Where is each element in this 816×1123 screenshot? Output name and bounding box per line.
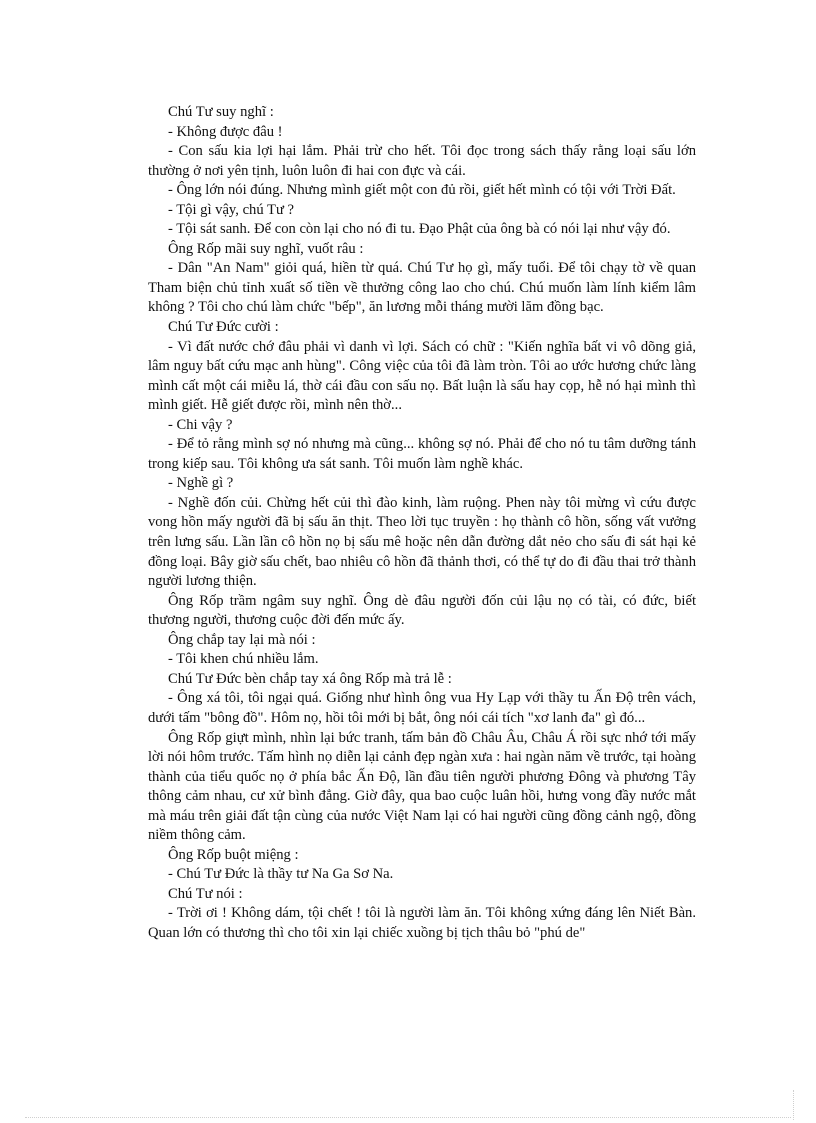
paragraph: Ông Rốp buột miệng :	[168, 846, 299, 863]
paragraph: Chú Tư Đức bèn chắp tay xá ông Rốp mà trả lễ :	[168, 670, 452, 687]
paragraph: - Tôi khen chú nhiều lắm.	[168, 651, 319, 668]
paragraph: - Dân "An Nam" giỏi quá, hiền từ quá. Chú Tư họ gì, mấy tuổi. Để tôi chạy tờ về quan Tham biện chủ tỉnh xuất số tiền về thưởng công lao cho chú. Chú muốn làm lính kiểm lâm không ? Tôi cho chú làm chức "bếp", ăn lương mỗi tháng mười lăm đồng bạc.	[148, 260, 696, 316]
paragraph: - Ông lớn nói đúng. Nhưng mình giết một con đủ rồi, giết hết mình có tội với Trời Đất.	[168, 182, 676, 199]
paragraph: - Để tỏ rằng mình sợ nó nhưng mà cũng... không sợ nó. Phải để cho nó tu tâm dưỡng tánh trong kiếp sau. Tôi không ưa sát sanh. Tôi muốn làm nghề khác.	[148, 436, 696, 472]
paragraph: Chú Tư nói :	[168, 885, 243, 902]
paragraph: - Nghề gì ?	[168, 475, 234, 492]
page-body	[148, 103, 696, 944]
paragraph: Chú Tư suy nghĩ :	[168, 104, 274, 120]
paragraph: - Không được đâu !	[168, 123, 283, 140]
page-border-right	[793, 1090, 794, 1120]
paragraph: Ông Rốp giựt mình, nhìn lại bức tranh, tấm bản đồ Châu Âu, Châu Á rồi sực nhớ tới mấy lời nói hôm trước. Tấm hình nọ diễn lại cảnh đẹp ngàn xưa : hai ngàn năm về trước, tại hoàng thành của tiểu quốc nọ ở phía bắc Ấn Độ, lần đầu tiên người phương Đông và phương Tây thông cảm nhau, cư xử bình đẳng. Giờ đây, qua bao cuộc luân hồi, hưng vong đầy nước mắt mà máu trên giải đất tận cùng của nước Việt Nam lại có hai người cũng đồng cảnh ngộ, đồng niềm thông cảm.	[148, 729, 696, 844]
paragraph: - Trời ơi ! Không dám, tội chết ! tôi là người làm ăn. Tôi không xứng đáng lên Niết Bàn. Quan lớn có thương thì cho tôi xin lại chiếc xuồng bị tịch thâu bỏ "phú de"	[148, 905, 696, 941]
paragraph: - Chú Tư Đức là thầy tư Na Ga Sơ Na.	[168, 866, 394, 883]
paragraph: Ông Rốp mãi suy nghĩ, vuốt râu :	[168, 240, 364, 257]
paragraph: - Tội sát sanh. Để con còn lại cho nó đi tu. Đạo Phật của ông bà có nói lại như vậy đó.	[168, 221, 671, 238]
paragraph: - Ông xá tôi, tôi ngại quá. Giống như hình ông vua Hy Lạp với thầy tu Ấn Độ trên vách, dưới tấm "bông đồ". Hôm nọ, hồi tôi mới bị bắt, ông nói cái tích "xơ lanh đa" gì đó...	[148, 690, 696, 726]
paragraph: Chú Tư Đức cười :	[168, 319, 279, 336]
paragraph: - Tội gì vậy, chú Tư ?	[168, 201, 294, 218]
paragraph: Ông chắp tay lại mà nói :	[168, 631, 316, 648]
paragraph: - Vì đất nước chớ đâu phải vì danh vì lợi. Sách có chữ : "Kiến nghĩa bất vi vô dõng giả, lâm nguy bất cứu mạc anh hùng". Công việc của tôi đã làm tròn. Tôi ao ước hương chức làng mình cất một cái miễu lá, thờ cái đầu con sấu nọ. Bất luận là sấu hay cọp, hễ nó hại mình thì mình giết. Hễ giết được rồi, mình nên thờ...	[148, 338, 696, 414]
paragraph: Ông Rốp trầm ngâm suy nghĩ. Ông dè đâu người đốn củi lậu nọ có tài, có đức, biết thương người, thương cuộc đời đến mức ấy.	[148, 592, 696, 629]
paragraph: - Con sấu kia lợi hại lắm. Phải trừ cho hết. Tôi đọc trong sách thấy rằng loại sấu lớn thường ở nơi yên tịnh, luôn luôn đi hai con đực và cái.	[148, 143, 696, 179]
paragraph: - Nghề đốn củi. Chừng hết củi thì đào kinh, làm ruộng. Phen này tôi mừng vì cứu được vong hồn mấy người đã bị sấu ăn thịt. Theo lời tục truyền : họ thành cô hồn, sống vất vưởng trên lưng sấu. Lần lần cô hồn nọ bị sấu mê hoặc nên dẫn đường dắt nẻo cho sấu đi sát hại kẻ đồng loại. Bây giờ sấu chết, bao nhiêu cô hồn đã thảnh thơi, có thể tự do đi đầu thai trở thành người lương thiện.	[148, 494, 696, 590]
paragraph: - Chi vậy ?	[168, 416, 233, 433]
page-border-bottom	[25, 1117, 791, 1118]
